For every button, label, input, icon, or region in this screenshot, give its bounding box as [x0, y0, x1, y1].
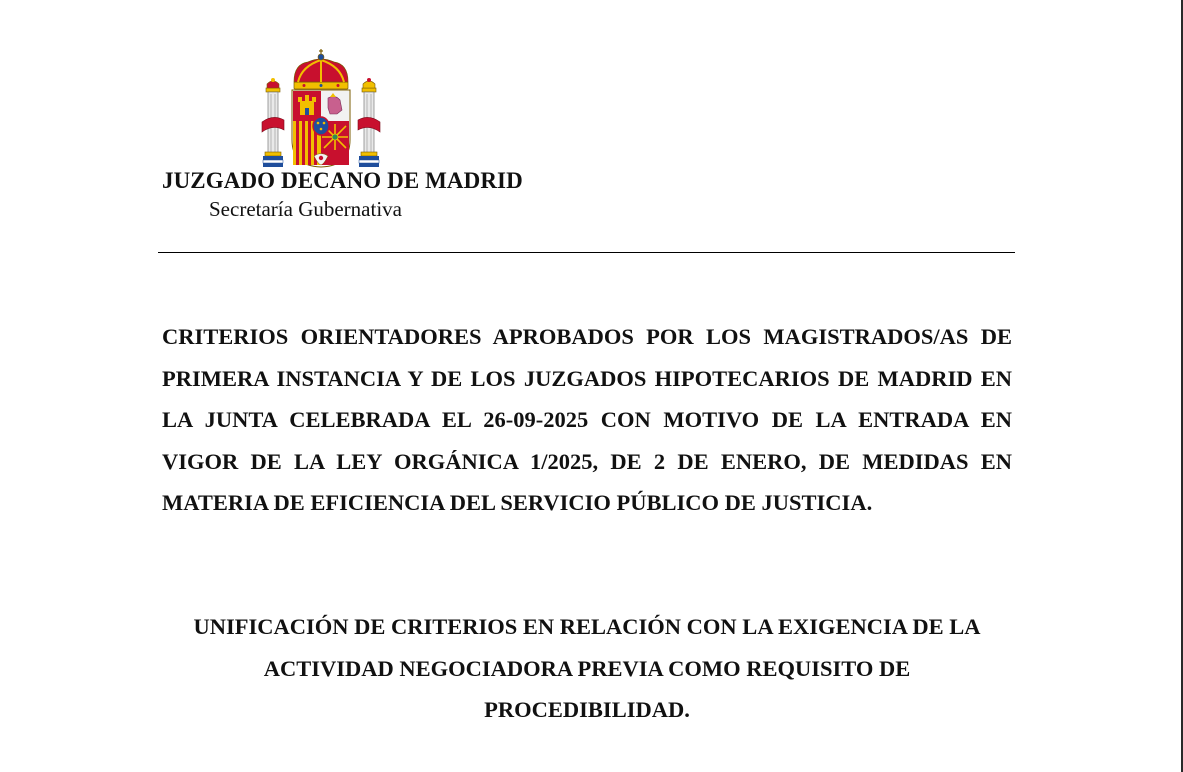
document-sub-heading: UNIFICACIÓN DE CRITERIOS EN RELACIÓN CON LA EXIGENCIA DE LA ACTIVIDAD NEGOCIADORA PREVIA COMO REQUISITO DE PROCEDIBILIDAD. [193, 614, 981, 723]
header-divider [158, 252, 1015, 253]
court-name: JUZGADO DECANO DE MADRID [162, 168, 523, 193]
spain-coat-of-arms-icon [258, 48, 384, 170]
court-office: Secretaría Gubernativa [209, 197, 402, 221]
document-main-heading: CRITERIOS ORIENTADORES APROBADOS POR LOS MAGISTRADOS/AS DE PRIMERA INSTANCIA Y DE LOS JUZGADOS HIPOTECARIOS DE MADRID EN LA JUNTA CELEBRADA EL 26-09-2025 CON MOTIVO DE LA ENTRADA EN VIGOR DE LA LEY ORGÁNICA 1/2025, DE 2 DE ENERO, DE MEDIDAS EN MATERIA DE EFICIENCIA DEL SERVICIO PÚBLICO DE JUSTICIA. [162, 324, 1012, 516]
